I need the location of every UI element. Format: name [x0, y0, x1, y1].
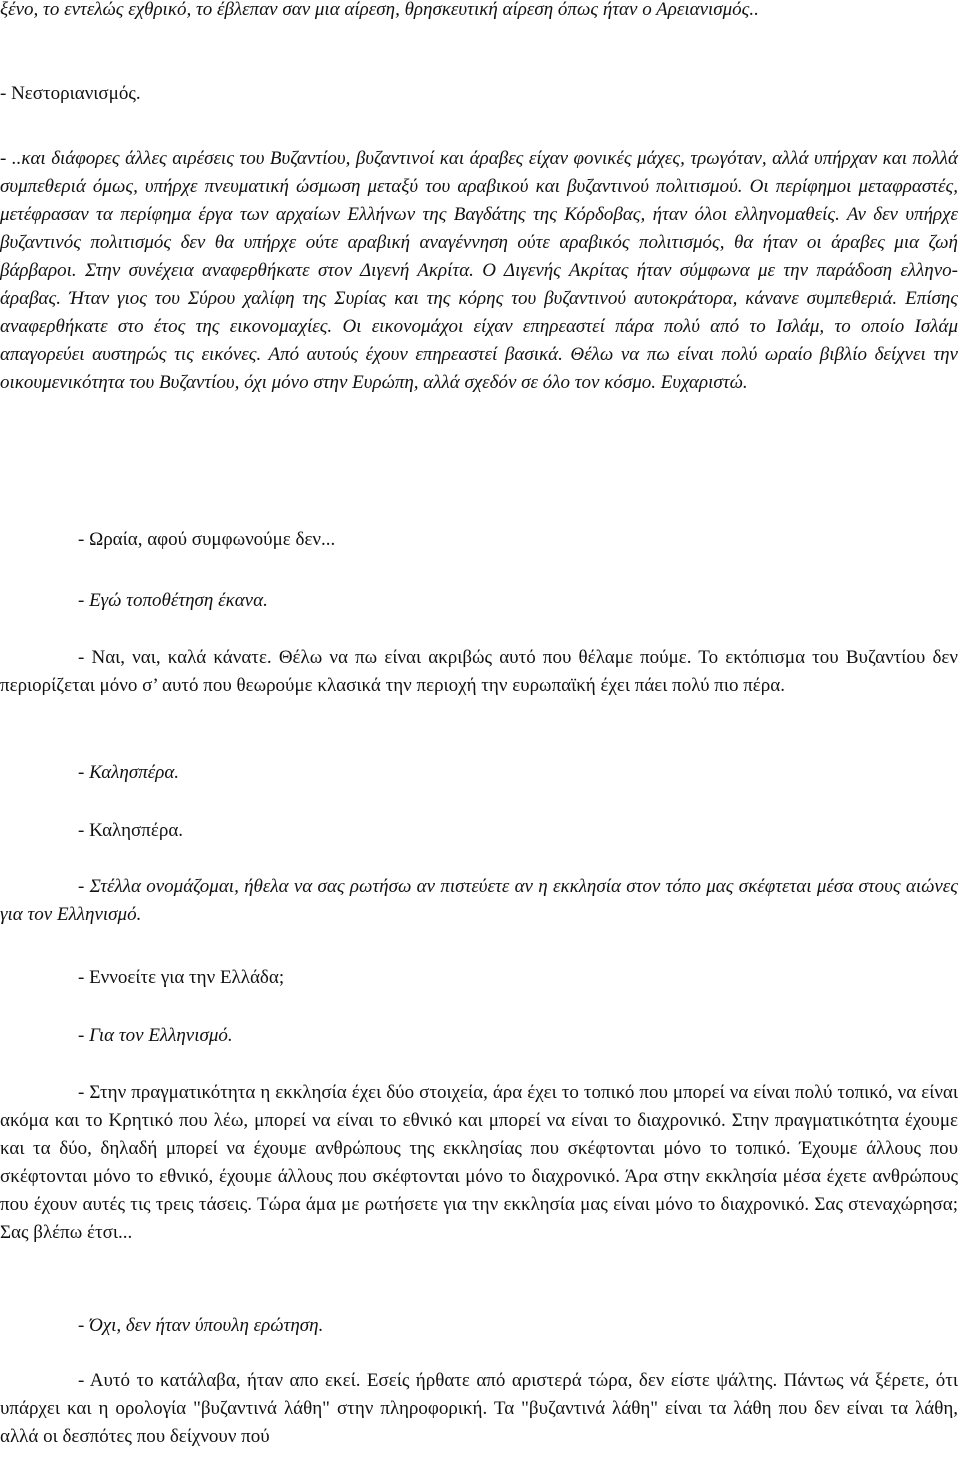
paragraph-text: - Ναι, ναι, καλά κάνατε. Θέλω να πω είναι ακριβώς αυτό που θέλαμε πούμε. Το εκτόπισμα του Βυζαντίου δεν περιορίζεται μόνο σ’ αυτό που θεωρούμε κλασικά την περιοχή την ευρωπαϊκή έχει πάει πολύ πιο πέρα.: [0, 647, 958, 696]
paragraph-text: - Στην πραγματικότητα η εκκλησία έχει δύο στοιχεία, άρα έχει το τοπικό που μπορεί να είναι πολύ τοπικό, να είναι ακόμα και το Κρητικό που λέω, μπορεί να είναι το εθνικό και μπορεί να είναι το διαχρονικό. Στην πραγματικότητα έχουμε και τα δύο, δηλαδή μπορεί να έχουμε ανθρώπους της εκκλησίας που σκέφτονται μόνο το τοπικό. Έχουμε άλλους που σκέφτονται μόνο το εθνικό, έχουμε άλλους που σκέφτονται μόνο το διαχρονικό. Άρα στην εκκλησία μέσα έχετε ανθρώπους που έχουν αυτές τις τρεις τάσεις. Τώρα άμα με ρωτήσετε για την εκκλησία μας είναι μόνο το διαχρονικό. Σας στεναχώρησα; Σας βλέπω έτσι...: [0, 1082, 958, 1243]
paragraph-text: - ..και διάφορες άλλες αιρέσεις του Βυζαντίου, βυζαντινοί και άραβες είχαν φονικές μάχες, τρωγόταν, αλλά υπήρχαν και πολλά συμπεθεριά όμως, υπήρχε πνευματική ώσμωση μεταξύ του αραβικού και βυζαντινού πολιτισμού. Οι περίφημοι μεταφραστές, μετέφρασαν τα περίφημα έργα των αρχαίων Ελλήνων της Βαγδάτης της Κόρδοβας, ήταν όλοι ελληνομαθείς. Αν δεν υπήρχε βυζαντινός πολιτισμός δεν θα υπήρχε ούτε αραβική αναγέννηση ούτε αραβικός πολιτισμός, θα ήταν οι άραβες μια ζωή βάρβαροι. Στην συνέχεια αναφερθήκατε στον Διγενή Ακρίτα. Ο Διγενής Ακρίτας ήταν σύμφωνα με την παράδοση ελληνο-άραβας. Ήταν γιος του Σύρου χαλίφη της Συρίας και της κόρης του βυζαντινού αυτοκράτορα, κάνανε συμπεθεριά. Επίσης αναφερθήκατε στο έτος της εικονομαχίες. Οι εικονομάχοι είχαν επηρεαστεί πάρα πολύ από το Ισλάμ, το οποίο Ισλάμ απαγορεύει αυστηρώς τις εικόνες. Από αυτούς έχουν επηρεαστεί βασικά. Θέλω να πω είναι πολύ ωραίο βιβλίο δείχνει την οικουμενικότητα του Βυζαντίου, όχι μόνο στην Ευρώπη, αλλά σχεδόν σε όλο τον κόσμο. Ευχαριστώ.: [0, 148, 958, 393]
paragraph-text: - Καλησπέρα.: [78, 820, 184, 841]
paragraph: [0, 145, 958, 397]
paragraph: [0, 80, 958, 108]
paragraph: [78, 817, 958, 845]
paragraph-text: - Εννοείτε για την Ελλάδα;: [78, 967, 285, 988]
paragraph-text: - Για τον Ελληνισμό.: [78, 1025, 233, 1046]
paragraph-text: ξένο, το εντελώς εχθρικό, το έβλεπαν σαν μια αίρεση, θρησκευτική αίρεση όπως ήταν ο Αρειανισμός..: [0, 0, 759, 20]
paragraph-text: - Εγώ τοποθέτηση έκανα.: [78, 590, 268, 611]
paragraph-text: - Όχι, δεν ήταν ύπουλη ερώτηση.: [78, 1315, 324, 1336]
paragraph: [78, 1022, 958, 1050]
paragraph: [78, 526, 958, 554]
paragraph-text: - Ωραία, αφού συμφωνούμε δεν...: [78, 529, 336, 550]
paragraph: [0, 873, 958, 929]
paragraph: [0, 0, 958, 24]
paragraph: [78, 964, 958, 992]
paragraph-text: - Καλησπέρα.: [78, 762, 180, 783]
paragraph: [78, 1312, 958, 1340]
paragraph: [0, 1079, 958, 1247]
paragraph-text: - Νεστοριανισμός.: [0, 83, 141, 104]
paragraph: [0, 1367, 958, 1451]
paragraph: [78, 587, 958, 615]
paragraph-text: - Αυτό το κατάλαβα, ήταν απο εκεί. Εσείς ήρθατε από αριστερά τώρα, δεν είστε ψάλτης. Πάντως νά ξέρετε, ότι υπάρχει και η ορολογία "βυζαντινά λάθη" στην πληροφορική. Τα "βυζαντινά λάθη" είναι τα λάθη που δεν είναι τα λάθη, αλλά οι δεσπότες που δείχνουν πού: [0, 1370, 958, 1447]
paragraph: [78, 759, 958, 787]
paragraph-text: - Στέλλα ονομάζομαι, ήθελα να σας ρωτήσω αν πιστεύετε αν η εκκλησία στον τόπο μας σκέφτεται μέσα στους αιώνες για τον Ελληνισμό.: [0, 876, 958, 925]
paragraph: [0, 644, 958, 700]
